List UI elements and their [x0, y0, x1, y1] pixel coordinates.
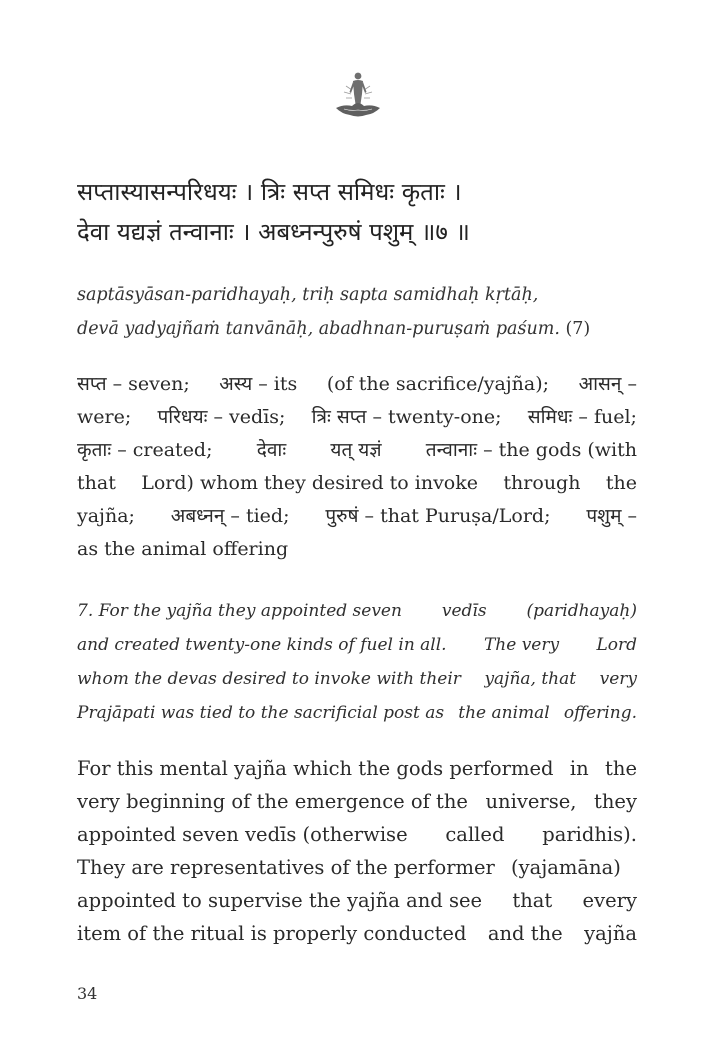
text-segment: they	[594, 790, 637, 813]
text-segment: Lord) whom they desired to invoke	[141, 472, 479, 494]
text-segment: as the animal offering	[77, 538, 289, 560]
verse-number: (7)	[559, 319, 591, 339]
text-segment: through	[503, 472, 581, 494]
commentary-line	[77, 752, 637, 785]
text-segment: that	[77, 472, 116, 494]
verse-translation	[77, 594, 637, 730]
text-segment: Lord	[596, 635, 637, 655]
text-segment: yajña;	[77, 505, 135, 527]
text-segment: offering.	[563, 703, 637, 723]
text-segment: परिधयः – vedīs;	[157, 406, 286, 428]
gloss-line	[77, 434, 637, 467]
text-segment: appointed to supervise the yajña and see	[77, 889, 483, 912]
commentary-line	[77, 917, 637, 950]
text-segment: the	[605, 757, 637, 780]
text-segment: Prajāpati was tied to the sacrificial post as	[77, 703, 445, 723]
gloss-line	[77, 533, 637, 566]
text-segment: item of the ritual is properly conducted	[77, 922, 467, 945]
text-segment: very	[599, 669, 637, 689]
text-segment: the animal	[458, 703, 550, 723]
transliteration-text: devā yadyajñaṁ tanvānāḥ, abadhnan-puruṣaṁ paśum.	[77, 319, 560, 339]
text-segment: and created twenty-one kinds of fuel in all.	[77, 635, 447, 655]
text-segment: (of the sacrifice/yajña);	[326, 373, 550, 395]
text-segment: यत् यज्ञं	[330, 439, 382, 461]
text-segment: called	[445, 823, 505, 846]
text-segment: They are representatives of the performer	[77, 856, 495, 879]
commentary-line	[77, 818, 637, 851]
text-segment: yajña	[584, 922, 637, 945]
commentary-paragraph	[77, 752, 637, 950]
translation-line	[77, 696, 637, 730]
text-segment: very beginning of the emergence of the	[77, 790, 468, 813]
text-segment: (paridhayaḥ)	[526, 601, 637, 621]
transliteration-text: saptāsyāsan-paridhayaḥ, triḥ sapta samidhaḥ kṛtāḥ,	[77, 285, 539, 305]
text-segment: whom the devas desired to invoke with their	[77, 669, 461, 689]
text-segment: देवाः	[256, 439, 287, 461]
text-segment: appointed seven vedīs (otherwise	[77, 823, 408, 846]
text-segment: in	[569, 757, 589, 780]
text-segment: अस्य – its	[219, 373, 298, 395]
text-segment: सप्त – seven;	[77, 373, 190, 395]
text-segment: आसन् –	[578, 373, 637, 395]
page-number: 34	[77, 984, 98, 1003]
text-segment: universe,	[485, 790, 577, 813]
text-segment: every	[582, 889, 637, 912]
text-segment: and the	[487, 922, 563, 945]
text-segment: yajña, that	[484, 669, 577, 689]
text-segment: तन्वानाः – the gods (with	[425, 439, 637, 461]
translation-line	[77, 628, 637, 662]
gloss-line	[77, 467, 637, 500]
text-segment: अबध्नन् – tied;	[170, 505, 290, 527]
commentary-line	[77, 785, 637, 818]
gloss-line	[77, 368, 637, 401]
sanskrit-verse-line-1: सप्तास्यासन्परिधयः । त्रिः सप्त समिधः कृताः ।	[77, 178, 462, 206]
gloss-line	[77, 500, 637, 533]
text-segment: For this mental yajña which the gods performed	[77, 757, 554, 780]
text-segment: कृताः – created;	[77, 439, 213, 461]
text-segment: पशुम् –	[586, 505, 637, 527]
gloss-line	[77, 401, 637, 434]
sanskrit-verse-line-2: देवा यद्यज्ञं तन्वानाः । अबध्नन्पुरुषं पशुम् ॥७ ॥	[77, 218, 470, 246]
commentary-line	[77, 851, 637, 884]
text-segment: the	[605, 472, 637, 494]
text-segment: (yajamāna)	[511, 856, 621, 879]
text-segment: The very	[483, 635, 560, 655]
text-segment: 7. For the yajña they appointed seven	[77, 601, 402, 621]
transliteration-line-1	[77, 279, 637, 311]
text-segment: समिधः – fuel;	[527, 406, 637, 428]
yogi-on-lotus-icon	[330, 68, 386, 124]
text-segment: त्रिः सप्त – twenty-one;	[311, 406, 502, 428]
translation-line	[77, 662, 637, 696]
translation-line	[77, 594, 637, 628]
commentary-line	[77, 884, 637, 917]
text-segment: were;	[77, 406, 132, 428]
text-segment: vedīs	[441, 601, 487, 621]
text-segment: paridhis).	[542, 823, 637, 846]
word-gloss	[77, 368, 637, 566]
text-segment: that	[512, 889, 553, 912]
transliteration-line-2	[77, 313, 637, 345]
text-segment: पुरुषं – that Puruṣa/Lord;	[325, 505, 551, 527]
